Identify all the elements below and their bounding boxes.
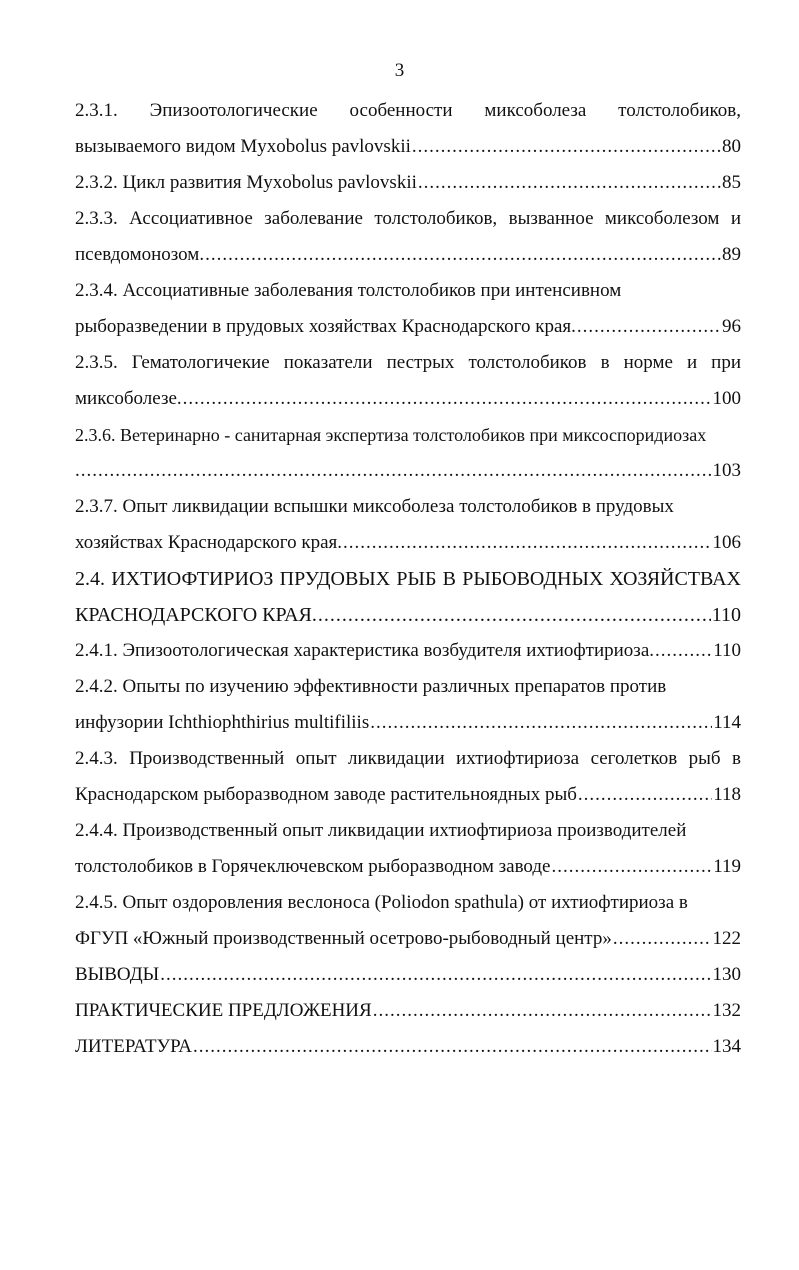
toc-line — [75, 993, 741, 1029]
toc-page-number: 110 — [713, 640, 741, 661]
toc-entry-text: КРАСНОДАРСКОГО КРАЯ. — [75, 604, 317, 626]
toc-entry — [75, 201, 741, 273]
toc-line — [75, 309, 741, 345]
toc-entry — [75, 633, 741, 669]
toc-entry-text: ЛИТЕРАТУРА — [75, 1036, 192, 1057]
toc-entry — [75, 345, 741, 417]
page-number: 3 — [394, 60, 405, 81]
toc-page-number: 103 — [712, 460, 741, 481]
toc-entry — [75, 813, 741, 885]
dot-leader — [655, 633, 712, 669]
toc-page-number: 85 — [722, 172, 741, 193]
toc-entry — [75, 1029, 741, 1065]
toc-entry-text: ФГУП «Южный производственный осетрово-рыбоводный центр» — [75, 928, 612, 949]
toc-line — [75, 381, 741, 417]
dot-leader — [160, 957, 711, 993]
toc-line — [75, 489, 741, 525]
toc-entry-text: инфузории Ichthiophthirius multifiliis — [75, 712, 370, 733]
dot-leader — [418, 165, 721, 201]
table-of-contents — [75, 93, 741, 1065]
toc-entry-text: 2.3.6. Ветеринарно - санитарная экспертиза толстолобиков при миксоспоридиозах — [75, 425, 707, 445]
toc-line — [75, 849, 741, 885]
dot-leader — [577, 309, 721, 345]
toc-line — [75, 669, 741, 705]
toc-line — [75, 417, 741, 453]
toc-entry-text: 2.4.5. Опыт оздоровления веслоноса (Poliodon spathula) от ихтиофтириоза в — [75, 892, 688, 913]
toc-page-number: 132 — [712, 1000, 741, 1021]
toc-entry — [75, 993, 741, 1029]
dot-leader — [183, 381, 712, 417]
toc-line — [75, 273, 741, 309]
toc-line — [75, 561, 741, 597]
dot-leader — [370, 705, 712, 741]
toc-entry — [75, 957, 741, 993]
dot-leader — [343, 525, 711, 561]
dot-leader — [613, 921, 712, 957]
toc-entry-text: 2.4.2. Опыты по изучению эффективности различных препаратов против — [75, 676, 667, 697]
toc-page-number: 106 — [712, 532, 741, 553]
toc-entry — [75, 273, 741, 345]
toc-page-number: 96 — [722, 316, 741, 337]
toc-page-number: 110 — [711, 604, 741, 626]
toc-entry-text: 2.4.1. Эпизоотологическая характеристика возбудителя ихтиофтириоза. — [75, 640, 654, 661]
toc-entry — [75, 885, 741, 957]
toc-entry-text: рыборазведении в прудовых хозяйствах Краснодарского края. — [75, 316, 576, 337]
toc-line — [75, 237, 741, 273]
toc-entry-text: 2.3.7. Опыт ликвидации вспышки миксоболеза толстолобиков в прудовых — [75, 496, 674, 517]
toc-line — [75, 777, 741, 813]
toc-line — [75, 813, 741, 849]
toc-line — [75, 957, 741, 993]
toc-line — [75, 525, 741, 561]
toc-line — [75, 921, 741, 957]
toc-line — [75, 633, 741, 669]
toc-entry-text: вызываемого видом Myxobolus pavlovskii — [75, 136, 411, 157]
toc-page-number: 89 — [722, 244, 741, 265]
dot-leader — [205, 237, 721, 273]
toc-line — [75, 885, 741, 921]
toc-line — [75, 93, 741, 129]
toc-entry-text: 2.4. ИХТИОФТИРИОЗ ПРУДОВЫХ РЫБ В РЫБОВОДНЫХ ХОЗЯЙСТВАХ — [75, 568, 741, 590]
toc-entry-text: 2.4.3. Производственный опыт ликвидации ихтиофтириоза сеголетков рыб в — [75, 748, 741, 769]
toc-line — [75, 453, 741, 489]
toc-page-number: 100 — [712, 388, 741, 409]
toc-line — [75, 741, 741, 777]
toc-page-number: 130 — [712, 964, 741, 985]
dot-leader — [412, 129, 721, 165]
toc-entry — [75, 417, 741, 489]
toc-entry-text: миксоболезе. — [75, 388, 182, 409]
toc-entry — [75, 669, 741, 741]
toc-entry-text: 2.3.1. Эпизоотологические особенности миксоболеза толстолобиков, — [75, 100, 741, 121]
dot-leader — [318, 597, 711, 633]
toc-entry-text: толстолобиков в Горячеключевском рыборазводном заводе — [75, 856, 551, 877]
toc-entry — [75, 561, 741, 633]
toc-entry-text: ВЫВОДЫ — [75, 964, 160, 985]
toc-entry — [75, 93, 741, 165]
toc-page-number: 119 — [713, 856, 741, 877]
toc-line — [75, 345, 741, 381]
toc-line — [75, 201, 741, 237]
toc-page-number: 80 — [722, 136, 741, 157]
toc-entry-text: 2.3.4. Ассоциативные заболевания толстолобиков при интенсивном — [75, 280, 622, 301]
toc-page-number: 134 — [712, 1036, 741, 1057]
toc-entry-text: 2.3.3. Ассоциативное заболевание толстолобиков, вызванное миксоболезом и — [75, 208, 741, 229]
toc-line — [75, 129, 741, 165]
toc-page-number: 122 — [712, 928, 741, 949]
toc-entry-text: псевдомонозом. — [75, 244, 205, 265]
toc-entry-text: хозяйствах Краснодарского края. — [75, 532, 343, 553]
dot-leader — [373, 993, 712, 1029]
toc-page-number: 118 — [713, 784, 741, 805]
toc-entry — [75, 165, 741, 201]
dot-leader — [75, 453, 712, 489]
toc-line — [75, 705, 741, 741]
toc-entry-text: 2.3.5. Гематологичекие показатели пестрых толстолобиков в норме и при — [75, 352, 741, 373]
toc-entry — [75, 489, 741, 561]
toc-entry — [75, 741, 741, 813]
toc-line — [75, 165, 741, 201]
dot-leader — [551, 849, 712, 885]
dot-leader — [578, 777, 712, 813]
toc-entry-text: 2.4.4. Производственный опыт ликвидации ихтиофтириоза производителей — [75, 820, 687, 841]
toc-entry-text: ПРАКТИЧЕСКИЕ ПРЕДЛОЖЕНИЯ — [75, 1000, 372, 1021]
toc-page-number: 114 — [713, 712, 741, 733]
toc-line — [75, 597, 741, 633]
toc-entry-text: Краснодарском рыборазводном заводе растительноядных рыб — [75, 784, 577, 805]
dot-leader — [193, 1029, 712, 1065]
toc-entry-text: 2.3.2. Цикл развития Myxobolus pavlovskii — [75, 172, 417, 193]
toc-line — [75, 1029, 741, 1065]
